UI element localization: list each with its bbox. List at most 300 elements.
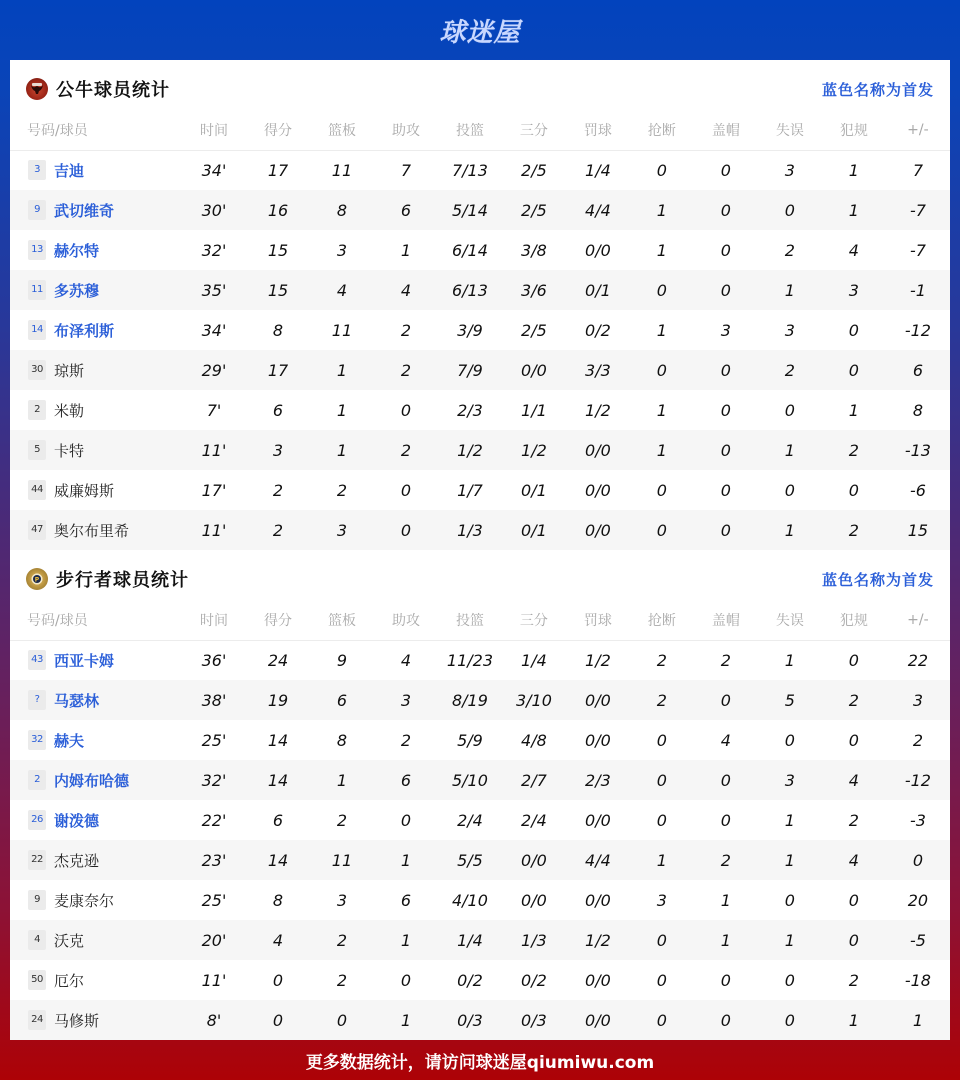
stat-cell: 4	[822, 760, 886, 800]
player-name[interactable]: 卡特	[54, 441, 85, 460]
stat-cell: 0	[630, 1000, 694, 1040]
stat-cell: 5/9	[457, 730, 483, 750]
stat-cell: 0/1	[502, 510, 566, 550]
table-row[interactable]	[10, 960, 950, 1000]
stat-cell: 8	[272, 320, 284, 340]
jersey-number-badge: 24	[28, 1010, 46, 1030]
jersey-number-badge: 22	[28, 850, 46, 870]
player-name[interactable]: 米勒	[54, 401, 85, 420]
stat-cell: 7/9	[438, 350, 502, 390]
player-cell	[10, 760, 182, 800]
column-header: 助攻	[374, 118, 438, 150]
stat-cell: 3	[310, 510, 374, 550]
stat-cell: 8	[336, 730, 348, 750]
player-name[interactable]: 西亚卡姆	[54, 651, 115, 670]
column-header: 号码/球员	[10, 118, 182, 150]
stat-cell: 3	[374, 680, 438, 720]
stat-cell: 0	[848, 730, 859, 750]
column-header: 失误	[758, 608, 822, 640]
player-cell	[10, 150, 182, 190]
stat-cell: 1	[374, 920, 438, 960]
stat-cell: 36'	[201, 650, 227, 670]
stat-cell: 0	[694, 350, 758, 390]
column-header: 时间	[182, 118, 246, 150]
jersey-number-badge: ?	[28, 690, 46, 710]
stat-cell: 2/5	[502, 190, 566, 230]
stat-cell: 8'	[182, 1000, 246, 1040]
column-header: 犯规	[822, 118, 886, 150]
stat-cell: 0	[694, 680, 758, 720]
table-row[interactable]	[10, 880, 950, 920]
stat-cell: 0/0	[566, 1000, 630, 1040]
stat-cell: 0	[720, 480, 731, 500]
table-row[interactable]	[10, 350, 950, 390]
stat-cell: 0	[656, 810, 667, 830]
stat-cell: 38'	[182, 680, 246, 720]
player-name[interactable]: 武切维奇	[54, 201, 115, 220]
stat-cell: 1	[758, 840, 822, 880]
stat-cell: 1/2	[566, 920, 630, 960]
stat-cell: 32'	[201, 240, 227, 260]
stat-cell: 2	[374, 350, 438, 390]
stat-cell: 2	[720, 650, 731, 670]
stat-cell: 1	[400, 240, 412, 260]
player-name[interactable]: 赫尔特	[54, 241, 100, 260]
stat-cell: 17	[246, 350, 310, 390]
stat-cell: 15	[267, 240, 289, 260]
stat-cell: 2	[694, 840, 758, 880]
stat-cell: 1	[822, 190, 886, 230]
stat-cell: 0	[694, 270, 758, 310]
stat-cell: 0	[720, 970, 731, 990]
stat-cell: 2	[246, 510, 310, 550]
table-row[interactable]	[10, 510, 950, 550]
stat-cell: 2/4	[457, 810, 483, 830]
stat-cell: 1/7	[457, 480, 483, 500]
stat-cell: 8	[310, 190, 374, 230]
stat-cell: 0	[694, 1000, 758, 1040]
column-header: +/-	[886, 608, 950, 640]
stat-cell: 0/0	[585, 970, 611, 990]
player-cell	[10, 880, 182, 920]
stat-cell: 2	[400, 320, 412, 340]
table-row[interactable]	[10, 470, 950, 510]
stat-cell: 3	[656, 890, 667, 910]
jersey-number-badge: 44	[28, 480, 46, 500]
player-name[interactable]: 沃克	[54, 931, 85, 950]
column-header: 篮板	[310, 608, 374, 640]
stat-cell: 0	[848, 320, 859, 340]
stat-cell: 2/5	[521, 160, 547, 180]
stat-cell: 0/1	[521, 480, 547, 500]
stat-cell: 1/3	[502, 920, 566, 960]
stat-cell: 0	[630, 510, 694, 550]
stat-cell: 0	[246, 1000, 310, 1040]
stat-cell: -7	[909, 240, 926, 260]
jersey-number-badge: 30	[28, 360, 46, 380]
stat-cell: 2	[784, 240, 795, 260]
player-name[interactable]: 赫夫	[54, 731, 85, 750]
stat-cell: 0	[656, 970, 667, 990]
player-name[interactable]: 麦康奈尔	[54, 891, 115, 910]
team-section-1	[10, 550, 950, 1040]
stat-cell: 6/14	[451, 240, 488, 260]
stat-cell: 0/0	[566, 430, 630, 470]
stat-cell: 2	[758, 350, 822, 390]
stat-cell: 0/0	[502, 840, 566, 880]
stat-cell: 2	[848, 970, 859, 990]
stat-cell: 1/2	[585, 400, 611, 420]
jersey-number-badge: 2	[28, 770, 46, 790]
column-header: 三分	[502, 608, 566, 640]
stat-cell: 9	[336, 650, 348, 670]
stat-cell: -5	[886, 920, 950, 960]
stat-cell: 34'	[201, 160, 227, 180]
stat-cell: 0/3	[502, 1000, 566, 1040]
stat-cell: 6/13	[438, 270, 502, 310]
player-cell	[10, 310, 182, 350]
stat-cell: 4/8	[521, 730, 547, 750]
stat-cell: 0	[784, 480, 795, 500]
stat-cell: 1	[310, 430, 374, 470]
stat-cell: 1	[848, 160, 859, 180]
table-row[interactable]	[10, 800, 950, 840]
stat-cell: 0/2	[585, 320, 611, 340]
stat-cell: 4	[822, 840, 886, 880]
stat-cell: 0	[694, 190, 758, 230]
stat-cell: 0	[784, 970, 795, 990]
stat-cell: 1	[630, 190, 694, 230]
jersey-number-badge: 5	[28, 440, 46, 460]
stat-cell: 2	[656, 650, 667, 670]
section-header	[10, 60, 950, 118]
player-name[interactable]: 威廉姆斯	[54, 481, 115, 500]
stat-cell: 19	[246, 680, 310, 720]
column-header: +/-	[886, 118, 950, 150]
table-row[interactable]	[10, 150, 950, 190]
jersey-number-badge: 9	[28, 200, 46, 220]
player-name[interactable]: 杰克逊	[54, 851, 100, 870]
player-name[interactable]: 厄尔	[54, 971, 85, 990]
stat-cell: 0/0	[566, 680, 630, 720]
stat-cell: 0/2	[457, 970, 483, 990]
table-row[interactable]	[10, 840, 950, 880]
stat-cell: 20'	[182, 920, 246, 960]
column-header: 盖帽	[694, 608, 758, 640]
stat-cell: 15	[246, 270, 310, 310]
stat-cell: 14	[246, 760, 310, 800]
player-cell	[10, 720, 182, 760]
stat-cell: 14	[267, 730, 289, 750]
stat-cell: 1	[630, 840, 694, 880]
stat-cell: -12	[904, 320, 931, 340]
stat-cell: 22	[907, 650, 929, 670]
stat-cell: 11/23	[446, 650, 493, 670]
stat-cell: 30'	[182, 190, 246, 230]
stat-cell: 7	[912, 160, 924, 180]
stat-cell: 2	[848, 810, 859, 830]
table-row[interactable]	[10, 640, 950, 680]
stat-cell: 0	[784, 890, 795, 910]
player-cell	[10, 960, 182, 1000]
stat-cell: 0	[784, 400, 795, 420]
stat-cell: 4/4	[566, 190, 630, 230]
stat-cell: 1	[758, 270, 822, 310]
team-section-0	[10, 60, 950, 550]
player-name[interactable]: 布泽利斯	[54, 321, 115, 340]
stat-cell: 3	[886, 680, 950, 720]
stat-cell: 1	[720, 890, 731, 910]
stat-cell: 17	[267, 160, 289, 180]
table-row[interactable]	[10, 230, 950, 270]
stat-cell: 0	[694, 510, 758, 550]
table-row[interactable]	[10, 680, 950, 720]
stat-cell: -12	[886, 760, 950, 800]
stat-cell: 2	[374, 430, 438, 470]
stat-cell: 1	[694, 920, 758, 960]
stat-cell: 23'	[182, 840, 246, 880]
stat-cell: 5	[758, 680, 822, 720]
stat-cell: 2/5	[521, 320, 547, 340]
stat-cell: 3	[784, 160, 795, 180]
stat-cell: 1	[656, 240, 667, 260]
stat-cell: 7	[400, 160, 412, 180]
stat-cell: 7/13	[451, 160, 488, 180]
stat-cell: 0/1	[566, 270, 630, 310]
stat-cell: 7'	[206, 400, 222, 420]
stat-cell: 2/7	[502, 760, 566, 800]
column-header: 盖帽	[694, 118, 758, 150]
stat-cell: 4/10	[451, 890, 488, 910]
stat-cell: 2	[272, 480, 284, 500]
stat-cell: 0	[400, 400, 412, 420]
player-cell	[10, 640, 182, 680]
team-title	[26, 76, 170, 102]
team-title	[26, 566, 189, 592]
stat-cell: 6	[310, 680, 374, 720]
stat-cell: 1	[310, 350, 374, 390]
stat-cell: 0/0	[585, 810, 611, 830]
player-cell	[10, 800, 182, 840]
stat-cell: 1	[886, 1000, 950, 1040]
table-row[interactable]	[10, 720, 950, 760]
player-name[interactable]: 马瑟林	[54, 691, 100, 710]
stat-cell: 15	[886, 510, 950, 550]
stat-cell: 1	[656, 400, 667, 420]
stat-cell: 8	[912, 400, 924, 420]
stat-cell: 0/2	[521, 970, 547, 990]
stat-cell: 6	[272, 810, 284, 830]
stat-cell: 1/2	[502, 430, 566, 470]
stat-cell: 0/0	[585, 730, 611, 750]
stat-cell: 1	[784, 810, 795, 830]
column-header: 篮板	[310, 118, 374, 150]
stat-cell: 5/14	[438, 190, 502, 230]
stat-cell: 1/1	[521, 400, 547, 420]
player-cell	[10, 270, 182, 310]
stat-cell: 3/8	[521, 240, 547, 260]
stat-cell: 6	[272, 400, 284, 420]
stat-cell: 24	[267, 650, 289, 670]
stat-cell: 0	[822, 350, 886, 390]
stat-cell: 0	[848, 890, 859, 910]
stat-cell: 3	[336, 240, 348, 260]
stat-cell: 4	[720, 730, 731, 750]
stat-cell: 1	[758, 430, 822, 470]
table-row[interactable]	[10, 390, 950, 430]
stat-cell: 4	[400, 650, 412, 670]
column-header: 罚球	[566, 608, 630, 640]
player-cell	[10, 430, 182, 470]
stat-cell: 1/2	[585, 650, 611, 670]
jersey-number-badge: 43	[28, 650, 46, 670]
stat-cell: 0	[848, 480, 859, 500]
top-banner	[0, 0, 960, 60]
column-header: 号码/球员	[10, 608, 182, 640]
stat-cell: 0	[848, 650, 859, 670]
column-header: 抢断	[630, 608, 694, 640]
stat-cell: 6	[886, 350, 950, 390]
jersey-number-badge: 13	[28, 240, 46, 260]
stat-cell: -6	[909, 480, 926, 500]
table-header-row	[10, 608, 950, 640]
jersey-number-badge: 2	[28, 400, 46, 420]
stat-cell: 3/10	[502, 680, 566, 720]
player-name[interactable]: 马修斯	[54, 1011, 100, 1030]
stat-cell: 2	[822, 510, 886, 550]
stat-cell: 0	[720, 240, 731, 260]
stat-cell: 1	[758, 920, 822, 960]
stat-cell: 2	[400, 730, 412, 750]
stats-card	[10, 60, 950, 1040]
stat-cell: 3/9	[457, 320, 483, 340]
stat-cell: 34'	[201, 320, 227, 340]
stat-cell: 0	[656, 160, 667, 180]
stat-cell: 8	[272, 890, 284, 910]
stat-cell: 0/0	[521, 890, 547, 910]
column-header: 得分	[246, 608, 310, 640]
player-cell	[10, 470, 182, 510]
stat-cell: 2/3	[457, 400, 483, 420]
jersey-number-badge: 26	[28, 810, 46, 830]
stat-cell: 11	[331, 160, 353, 180]
stat-cell: 2/3	[566, 760, 630, 800]
stat-cell: 2	[336, 810, 348, 830]
player-cell	[10, 1000, 182, 1040]
player-cell	[10, 840, 182, 880]
column-header: 罚球	[566, 118, 630, 150]
stat-cell: 0	[720, 810, 731, 830]
stat-cell: 1	[630, 430, 694, 470]
table-row[interactable]	[10, 1000, 950, 1040]
stat-cell: 25'	[201, 730, 227, 750]
stat-cell: 4	[848, 240, 859, 260]
stat-cell: -1	[886, 270, 950, 310]
table-row[interactable]	[10, 310, 950, 350]
stat-cell: 0	[400, 810, 412, 830]
stat-cell: 32'	[182, 760, 246, 800]
column-header: 犯规	[822, 608, 886, 640]
stat-cell: 5/5	[438, 840, 502, 880]
player-cell	[10, 350, 182, 390]
stat-cell: 1/3	[438, 510, 502, 550]
stat-cell: 1	[374, 840, 438, 880]
stat-cell: 4	[374, 270, 438, 310]
stat-cell: 0	[656, 480, 667, 500]
stat-cell: 11	[310, 840, 374, 880]
column-header: 失误	[758, 118, 822, 150]
stat-cell: 6	[374, 190, 438, 230]
player-name[interactable]: 内姆布哈德	[54, 771, 130, 790]
stat-cell: 22'	[201, 810, 227, 830]
player-name[interactable]: 琼斯	[54, 361, 85, 380]
jersey-number-badge: 14	[28, 320, 46, 340]
stat-cell: 0	[720, 400, 731, 420]
bulls-logo-icon	[26, 78, 48, 100]
stat-cell: 2	[912, 730, 924, 750]
team-stats-heading: 步行者球员统计	[56, 570, 189, 591]
stat-cell: 6	[374, 760, 438, 800]
stat-cell: 0/0	[585, 890, 611, 910]
stat-cell: -18	[904, 970, 931, 990]
player-stats-table	[10, 608, 950, 1040]
starter-legend-note: 蓝色名称为首发	[821, 570, 934, 589]
stat-cell: 0	[784, 730, 795, 750]
table-row[interactable]	[10, 430, 950, 470]
table-row[interactable]	[10, 190, 950, 230]
stat-cell: 0	[630, 760, 694, 800]
stat-cell: 0/0	[585, 480, 611, 500]
column-header: 三分	[502, 118, 566, 150]
stat-cell: 11'	[182, 510, 246, 550]
stat-cell: 3/6	[502, 270, 566, 310]
stat-cell: 11	[331, 320, 353, 340]
player-name[interactable]: 多苏穆	[54, 281, 100, 300]
stat-cell: 1/4	[438, 920, 502, 960]
player-stats-table	[10, 118, 950, 550]
stat-cell: 3	[758, 760, 822, 800]
table-row[interactable]	[10, 270, 950, 310]
table-row[interactable]	[10, 760, 950, 800]
stat-cell: 1	[848, 400, 859, 420]
stat-cell: 0	[400, 480, 412, 500]
stat-cell: 0	[630, 920, 694, 960]
player-name[interactable]: 吉迪	[54, 161, 85, 180]
stat-cell: 0/0	[585, 240, 611, 260]
stat-cell: 11'	[201, 970, 227, 990]
jersey-number-badge: 4	[28, 930, 46, 950]
jersey-number-badge: 47	[28, 520, 46, 540]
table-row[interactable]	[10, 920, 950, 960]
stat-cell: 1	[374, 1000, 438, 1040]
player-name[interactable]: 谢泼德	[54, 811, 100, 830]
column-header: 得分	[246, 118, 310, 150]
site-logo: 球迷屋	[439, 17, 521, 48]
player-name[interactable]: 奥尔布里希	[54, 521, 130, 540]
stat-cell: 29'	[182, 350, 246, 390]
column-header: 投篮	[438, 608, 502, 640]
svg-text:P: P	[34, 576, 40, 584]
column-header: 时间	[182, 608, 246, 640]
footer-banner	[0, 1040, 960, 1080]
jersey-number-badge: 3	[28, 160, 46, 180]
table-header-row	[10, 118, 950, 150]
player-cell	[10, 680, 182, 720]
stat-cell: 3	[720, 320, 731, 340]
stat-cell: 17'	[201, 480, 227, 500]
stat-cell: 16	[246, 190, 310, 230]
stat-cell: -3	[909, 810, 926, 830]
